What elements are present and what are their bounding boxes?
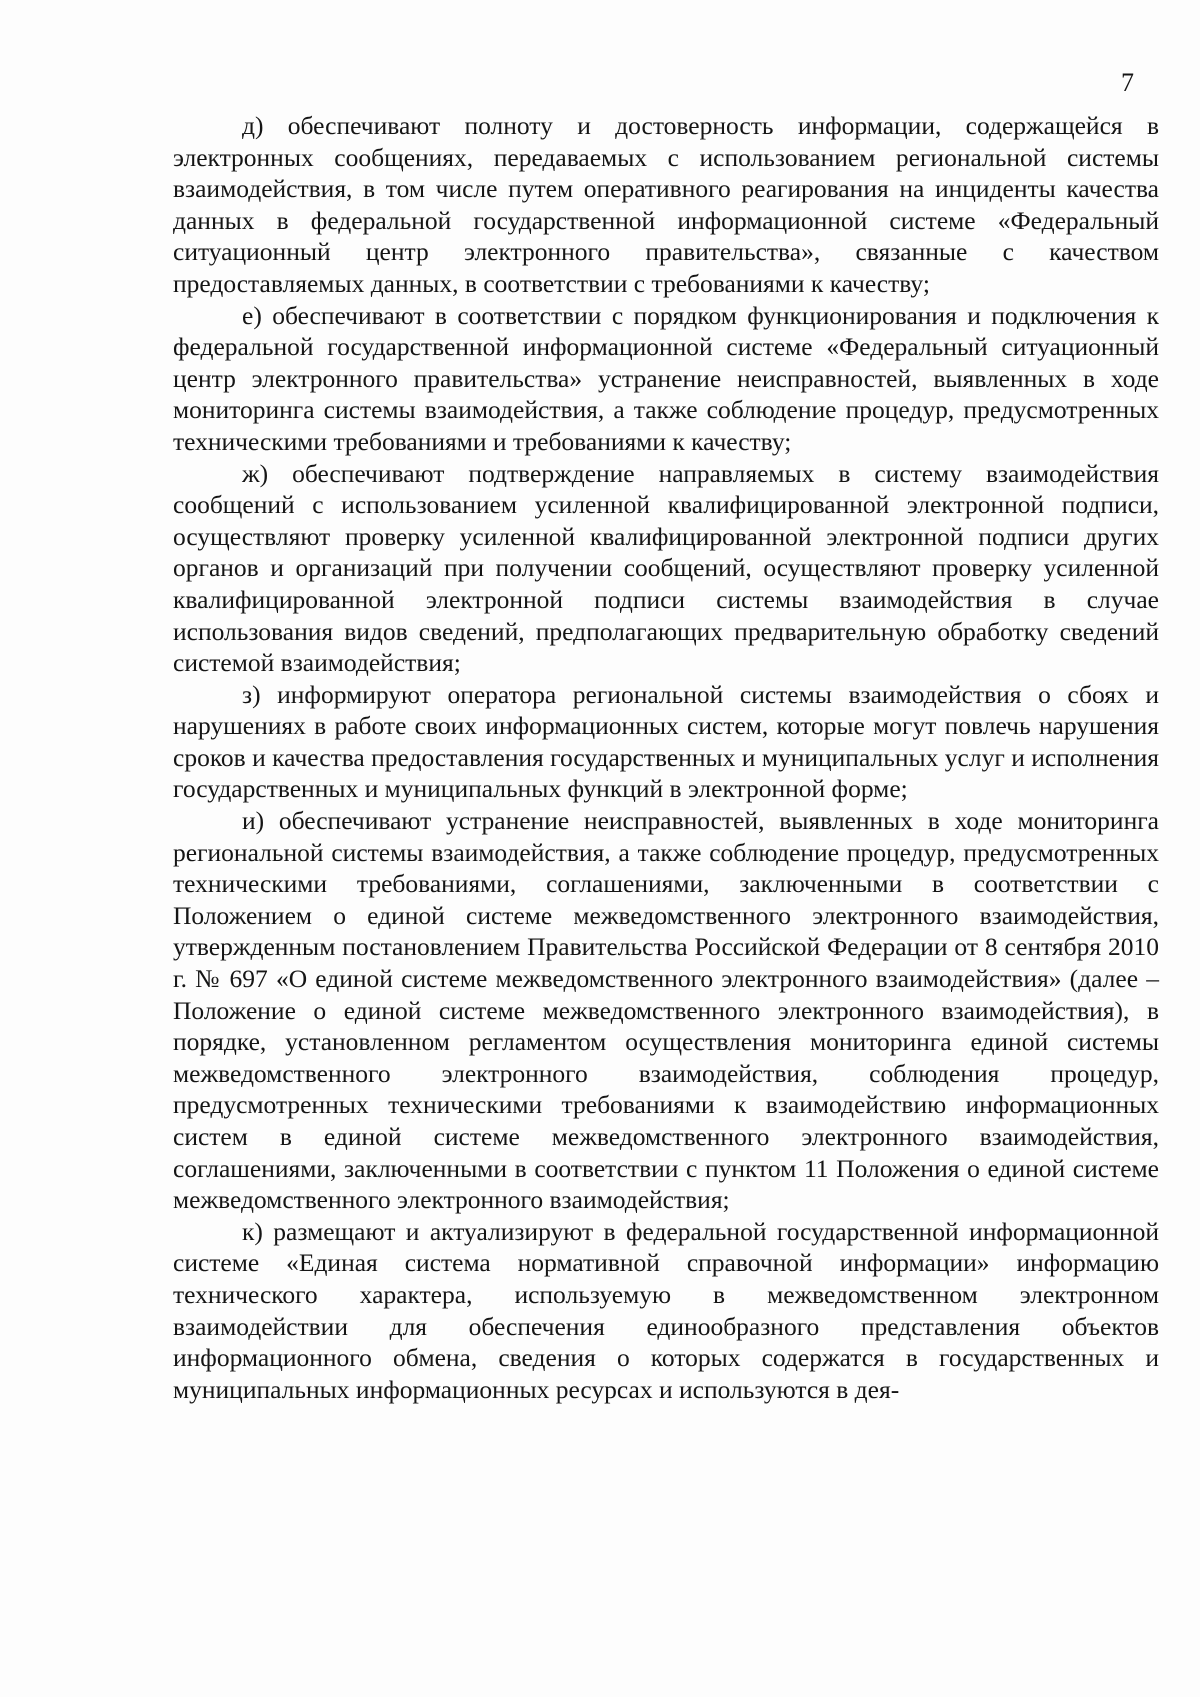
paragraph-d: д) обеспечивают полноту и достоверность информации, содержащейся в электронных сообщениях, передаваемых с использованием региональной системы взаимодействия, в том числе путем оперативного реагирования на инциденты качества данных в федеральной государственной информационной системе «Федеральный ситуационный центр электронного правительства», связанные с качеством предоставляемых данных, в соответствии с требованиями к качеству; (173, 111, 1159, 298)
document-body (173, 110, 1159, 1405)
paragraph-e: е) обеспечивают в соответствии с порядком функционирования и подключения к федеральной государственной информационной системе «Федеральный ситуационный центр электронного правительства» устранение неисправностей, выявленных в ходе мониторинга системы взаимодействия, а также соблюдение процедур, предусмотренных техническими требованиями и требованиями к качеству; (173, 300, 1159, 456)
paragraph-i: и) обеспечивают устранение неисправностей, выявленных в ходе мониторинга региональной системы взаимодействия, а также соблюдение процедур, предусмотренных техническими требованиями, соглашениями, заключенными в соответствии с Положением о единой системе межведомственного электронного взаимодействия, утвержденным постановлением Правительства Российской Федерации от 8 сентября 2010 г. № 697 «О единой системе межведомственного электронного взаимодействия» (далее – Положение о единой системе межведомственного электронного взаимодействия), в порядке, установленном регламентом осуществления мониторинга единой системы межведомственного электронного взаимодействия, соблюдения процедур, предусмотренных техническими требованиями к взаимодействию информационных систем в единой системе межведомственного электронного взаимодействия, соглашениями, заключенными в соответствии с пунктом 11 Положения о единой системе межведомственного электронного взаимодействия; (173, 806, 1159, 1215)
page-number: 7 (1121, 68, 1134, 97)
paragraph-k: к) размещают и актуализируют в федеральной государственной информационной системе «Единая система нормативной справочной информации» информацию технического характера, используемую в межведомственном электронном взаимодействии для обеспечения единообразного представления объектов информационного обмена, сведения о которых содержатся в государственных и муниципальных информационных ресурсах и используются в дея- (173, 1216, 1159, 1404)
paragraph-zh: ж) обеспечивают подтверждение направляемых в систему взаимодействия сообщений с использованием усиленной квалифицированной электронной подписи, осуществляют проверку усиленной квалифицированной электронной подписи других органов и организаций при получении сообщений, осуществляют проверку усиленной квалифицированной электронной подписи системы взаимодействия в случае использования видов сведений, предполагающих предварительную обработку сведений системой взаимодействия; (173, 458, 1159, 678)
paragraph-z: з) информируют оператора региональной системы взаимодействия о сбоях и нарушениях в работе своих информационных систем, которые могут повлечь нарушения сроков и качества предоставления государственных и муниципальных услуг и исполнения государственных и муниципальных функций в электронной форме; (173, 679, 1159, 804)
